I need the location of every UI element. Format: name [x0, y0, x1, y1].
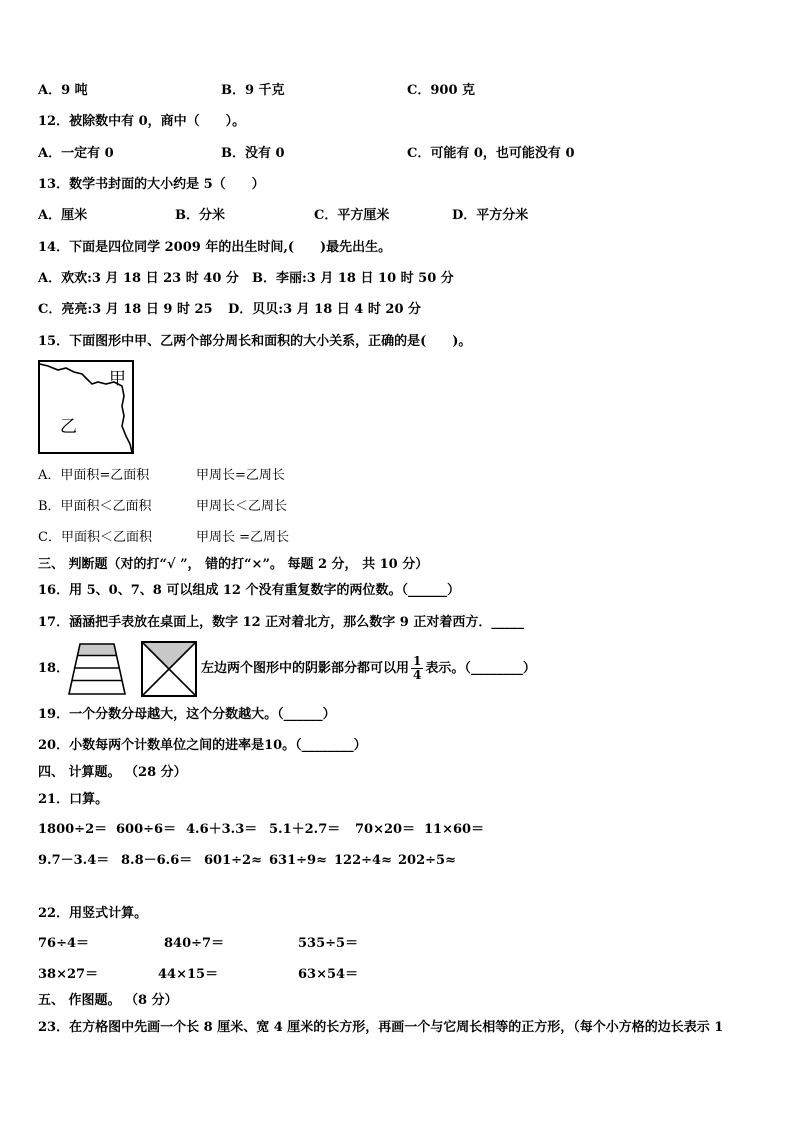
q12-option-c: C．可能有 0，也可能没有 0 — [407, 146, 575, 161]
section-4-heading: 四、 计算题。 （28 分） — [38, 765, 187, 780]
q15-option-c-perimeter: 甲周长 =乙周长 — [196, 530, 290, 545]
q11-option-a: A．9 吨 — [38, 83, 88, 98]
q18-fraction — [411, 655, 423, 682]
q18-trapezoid-figure — [68, 643, 126, 695]
q11-option-b: B．9 千克 — [221, 83, 285, 98]
q15-label-yi: 乙 — [60, 417, 77, 437]
q21-item: 631÷9≈ — [269, 853, 327, 868]
q18-text-after: 表示。（________） — [425, 661, 536, 676]
q15-label-jia: 甲 — [109, 369, 126, 389]
q20: 20．小数每两个计数单位之间的进率是10。（________） — [38, 738, 367, 753]
q22-item: 840÷7＝ — [164, 936, 225, 951]
q21-stem: 21．口算。 — [38, 792, 109, 807]
q11-option-c: C．900 克 — [407, 83, 476, 98]
q21-item: 9.7－3.4＝ — [38, 853, 110, 868]
section-5-heading: 五、 作图题。 （8 分） — [38, 993, 178, 1008]
q15-option-b-area: B．甲面积＜乙面积 — [38, 499, 152, 514]
q22-item: 535÷5＝ — [298, 936, 359, 951]
q14-option-b: B．李丽:3 月 18 日 10 时 50 分 — [252, 271, 454, 286]
q17: 17．涵涵把手表放在桌面上，数字 12 正对着北方，那么数字 9 正对着西方．_____ — [38, 615, 524, 630]
q19: 19．一个分数分母越大，这个分数越大。（______） — [38, 707, 336, 722]
q21-item: 1800÷2＝ — [38, 822, 108, 837]
q12-option-a: A．一定有 0 — [38, 146, 114, 161]
q18-square-figure — [141, 641, 197, 697]
q21-item: 5.1＋2.7＝ — [269, 822, 341, 837]
q16: 16．用 5、0、7、8 可以组成 12 个没有重复数字的两位数。（______） — [38, 583, 460, 598]
q15-option-a-perimeter: 甲周长=乙周长 — [196, 468, 285, 483]
q12-stem: 12．被除数中有 0，商中（ ）。 — [38, 114, 246, 129]
q22-item: 76÷4＝ — [38, 936, 90, 951]
q21-item: 601÷2≈ — [204, 853, 262, 868]
section-3-heading: 三、 判断题（对的打“√ ”， 错的打“×”。 每题 2 分， 共 10 分） — [38, 557, 429, 572]
q22-stem: 22．用竖式计算。 — [38, 906, 148, 921]
q14-option-d: D．贝贝:3 月 18 日 4 时 20 分 — [228, 302, 422, 317]
q13-option-c: C．平方厘米 — [314, 208, 390, 223]
q15-option-a-area: A．甲面积=乙面积 — [38, 468, 150, 483]
q18-fraction-denominator: 4 — [413, 668, 422, 682]
q13-option-a: A．厘米 — [38, 208, 88, 223]
q21-item: 122÷4≈ — [334, 853, 392, 868]
q13-stem: 13．数学书封面的大小约是 5（ ） — [38, 177, 265, 192]
q21-item: 70×20＝ — [355, 822, 416, 837]
q22-item: 38×27＝ — [38, 967, 99, 982]
q15-stem: 15．下面图形中甲、乙两个部分周长和面积的大小关系，正确的是( )。 — [38, 334, 472, 349]
q15-option-b-perimeter: 甲周长＜乙周长 — [196, 499, 288, 514]
q14-stem: 14．下面是四位同学 2009 年的出生时间,( )最先出生。 — [38, 240, 392, 255]
q21-item: 11×60＝ — [424, 822, 485, 837]
q15-figure — [38, 360, 134, 454]
q21-item: 4.6＋3.3＝ — [186, 822, 258, 837]
q14-option-a: A．欢欢:3 月 18 日 23 时 40 分 — [38, 271, 239, 286]
q18-fraction-numerator: 1 — [413, 654, 422, 668]
q15-option-c-area: C．甲面积＜乙面积 — [38, 530, 152, 545]
q12-option-b: B．没有 0 — [221, 146, 285, 161]
q21-item: 600÷6＝ — [116, 822, 177, 837]
q23: 23．在方格图中先画一个长 8 厘米、宽 4 厘米的长方形，再画一个与它周长相等的正方形，（每个小方格的边长表示 1 — [38, 1020, 724, 1035]
q13-option-d: D．平方分米 — [452, 208, 529, 223]
q18-text-before: 左边两个图形中的阴影部分都可以用 — [201, 661, 410, 676]
q22-item: 63×54＝ — [298, 967, 359, 982]
q14-option-c: C．亮亮:3 月 18 日 9 时 25 — [38, 302, 213, 317]
q21-item: 202÷5≈ — [398, 853, 456, 868]
q22-item: 44×15＝ — [158, 967, 219, 982]
q13-option-b: B．分米 — [175, 208, 225, 223]
q18-statement — [201, 652, 536, 686]
q21-item: 8.8－6.6＝ — [121, 853, 193, 868]
q18-number: 18． — [38, 661, 70, 676]
